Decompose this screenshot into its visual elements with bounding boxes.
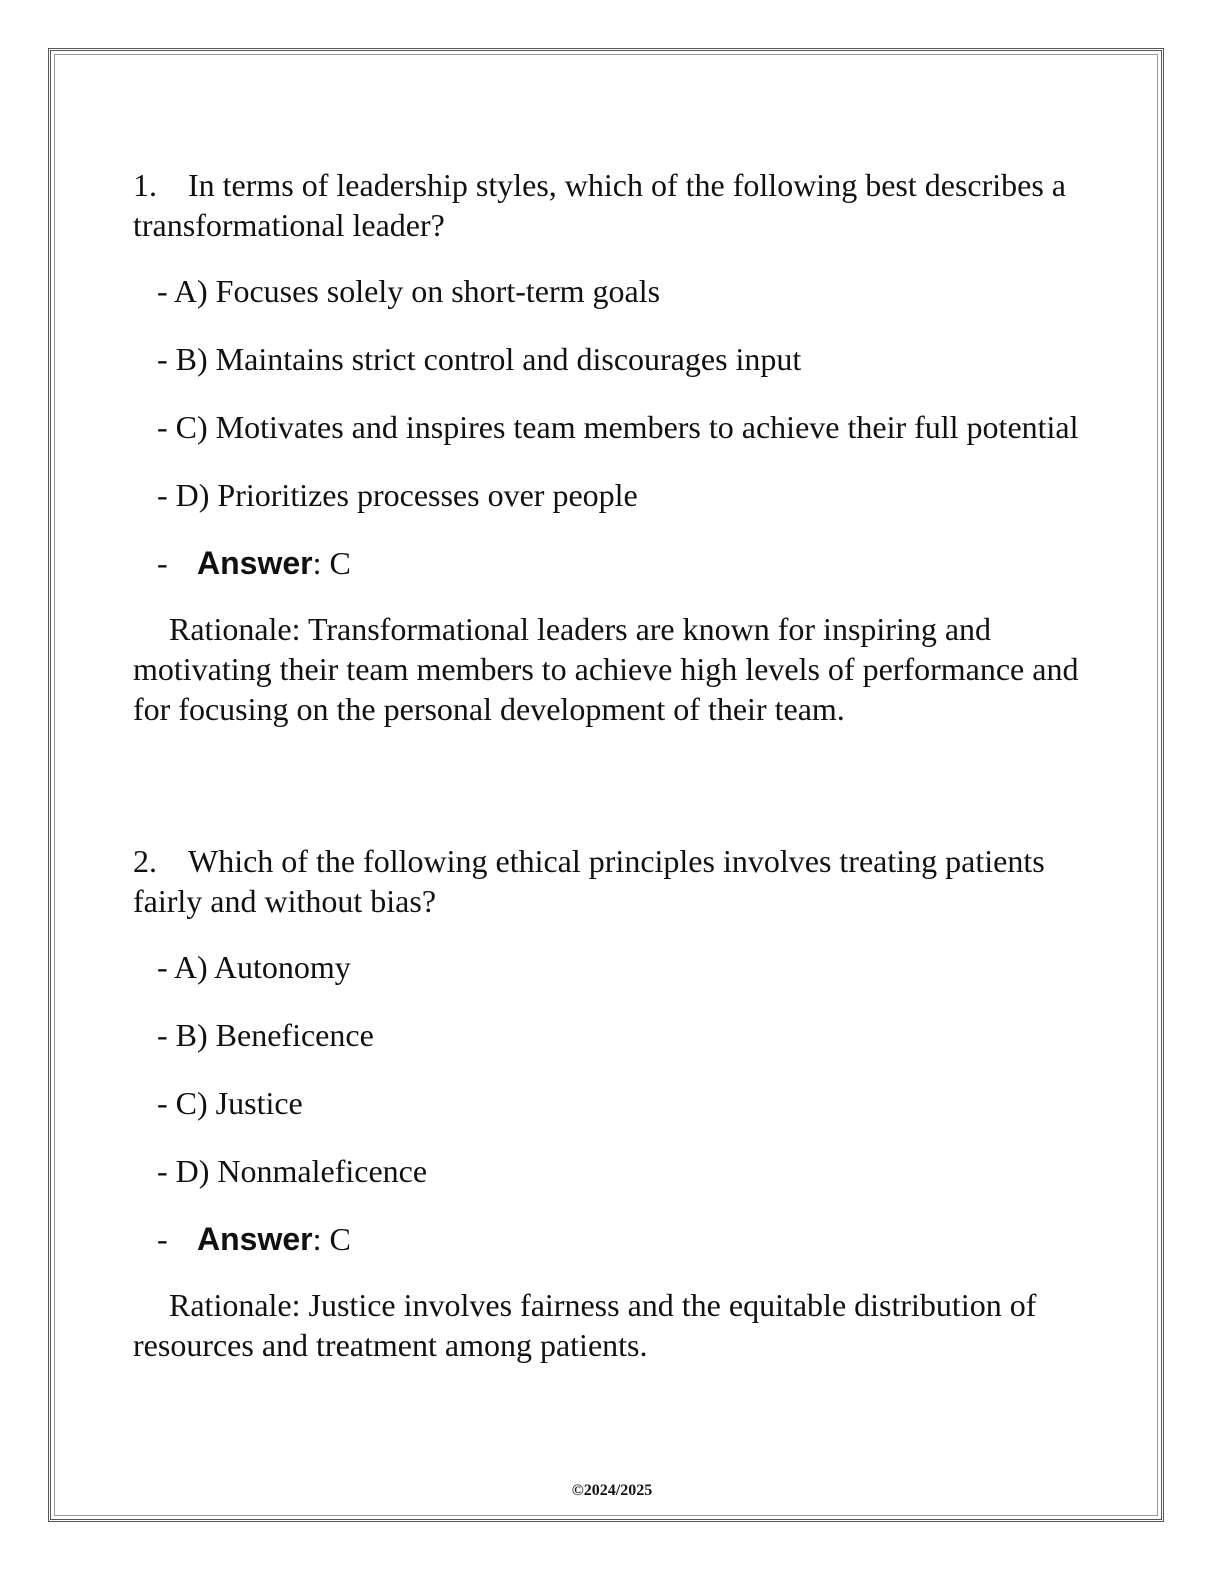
answer-dash: - (157, 1221, 168, 1257)
option-d: - D) Nonmaleficence (157, 1153, 428, 1189)
answer-line (133, 543, 1093, 583)
answer-label: Answer (197, 545, 313, 581)
question-block (133, 165, 1093, 729)
option-b: - B) Maintains strict control and discourages input (157, 341, 802, 377)
rationale: Rationale: Transformational leaders are known for inspiring and motivating their team members to achieve high levels of performance and for focusing on the personal development of their team. (133, 611, 1079, 727)
question-number: 1. (133, 167, 157, 203)
question-number: 2. (133, 843, 157, 879)
answer-value: : C (312, 545, 351, 581)
question-stem: Which of the following ethical principles involves treating patients fairly and without bias? (133, 843, 1045, 919)
copyright-footer: ©2024/2025 (571, 1482, 653, 1499)
question-block (133, 841, 1093, 1365)
rationale: Rationale: Justice involves fairness and the equitable distribution of resources and treatment among patients. (133, 1287, 1037, 1363)
question-stem: In terms of leadership styles, which of the following best describes a transformational leader? (133, 167, 1066, 243)
question-spacer (133, 729, 1093, 841)
option-a: - A) Autonomy (157, 949, 351, 985)
question-text (133, 841, 1093, 921)
option-c: - C) Justice (157, 1085, 303, 1121)
option-a: - A) Focuses solely on short-term goals (157, 273, 661, 309)
answer-label: Answer (197, 1221, 313, 1257)
option-c: - C) Motivates and inspires team members to achieve their full potential (157, 409, 1079, 445)
question-text (133, 165, 1093, 245)
option-d: - D) Prioritizes processes over people (157, 477, 638, 513)
answer-value: : C (312, 1221, 351, 1257)
option-b: - B) Beneficence (157, 1017, 374, 1053)
answer-line (133, 1219, 1093, 1259)
answer-dash: - (157, 545, 168, 581)
document-body (133, 165, 1093, 1365)
